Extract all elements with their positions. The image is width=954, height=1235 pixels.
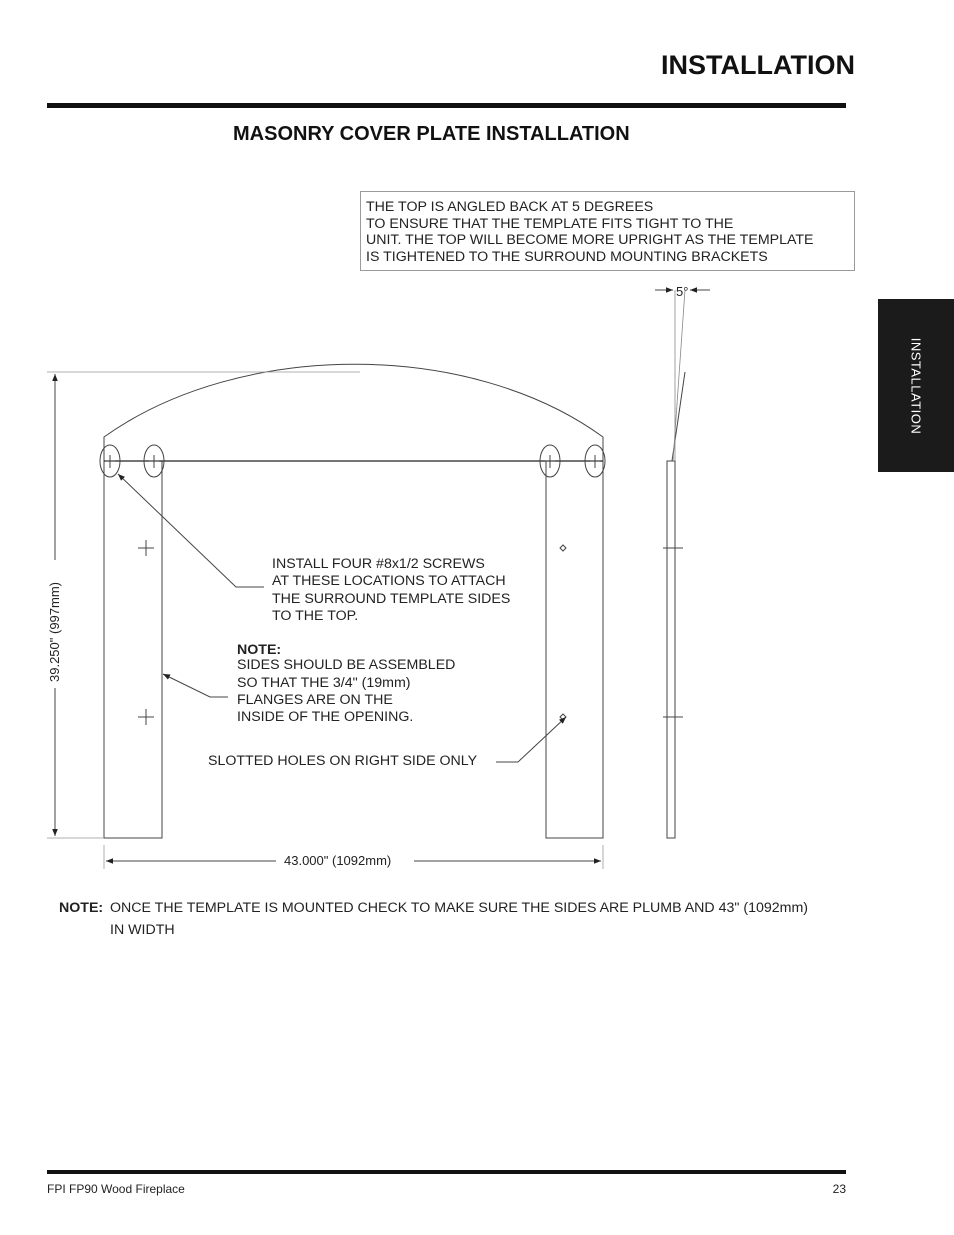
screws-callout-line: TO THE TOP.: [272, 607, 359, 624]
section-heading: MASONRY COVER PLATE INSTALLATION: [233, 123, 630, 145]
bottom-note-line: ONCE THE TEMPLATE IS MOUNTED CHECK TO MAKE SURE THE SIDES ARE PLUMB AND 43" (1092mm): [110, 900, 809, 916]
sides-note-line: FLANGES ARE ON THE: [237, 691, 393, 708]
slotted-holes-callout: SLOTTED HOLES ON RIGHT SIDE ONLY: [208, 753, 478, 769]
bottom-note: [59, 897, 859, 941]
angle-label: 5°: [676, 284, 689, 299]
bottom-note-label: NOTE:: [59, 900, 104, 916]
side-view-leg: [667, 461, 675, 838]
template-side-view: [655, 290, 710, 838]
template-right-side: [546, 461, 603, 838]
top-note-line: UNIT. THE TOP WILL BECOME MORE UPRIGHT AS THE TEMPLATE: [366, 232, 814, 249]
side-tab-label: INSTALLATION: [908, 337, 924, 434]
sides-note-heading: NOTE:: [237, 642, 282, 658]
screws-callout-line: THE SURROUND TEMPLATE SIDES: [272, 590, 511, 607]
screws-callout-line: AT THESE LOCATIONS TO ATTACH: [272, 573, 506, 590]
footer-rule: [47, 1170, 846, 1174]
bottom-note-line: IN WIDTH: [110, 922, 175, 938]
page-title: INSTALLATION: [661, 50, 855, 80]
top-note-line: IS TIGHTENED TO THE SURROUND MOUNTING BRACKETS: [366, 249, 768, 266]
template-arched-top: [104, 364, 603, 461]
height-dimension-label: 39.250" (997mm): [47, 582, 62, 682]
template-left-side: [104, 461, 162, 838]
sides-note-line: SIDES SHOULD BE ASSEMBLED: [237, 657, 456, 674]
slotted-leader: [496, 717, 566, 762]
screws-leader: [118, 474, 264, 587]
footer-product-name: FPI FP90 Wood Fireplace: [47, 1182, 185, 1196]
slotted-hole: [560, 545, 566, 551]
top-note-line: TO ENSURE THAT THE TEMPLATE FITS TIGHT TO THE: [366, 215, 734, 232]
slotted-hole: [560, 714, 566, 720]
page-number: 23: [832, 1182, 846, 1196]
screws-callout: [272, 556, 510, 625]
width-dimension-label: 43.000" (1092mm): [284, 853, 392, 868]
top-note-line: THE TOP IS ANGLED BACK AT 5 DEGREES: [366, 199, 654, 215]
sides-note-line: INSIDE OF THE OPENING.: [237, 709, 414, 726]
sides-assembly-note: [237, 642, 455, 726]
sides-leader: [163, 674, 228, 697]
sides-note-line: SO THAT THE 3/4" (19mm): [237, 674, 411, 691]
screws-callout-line: INSTALL FOUR #8x1/2 SCREWS: [272, 556, 485, 572]
